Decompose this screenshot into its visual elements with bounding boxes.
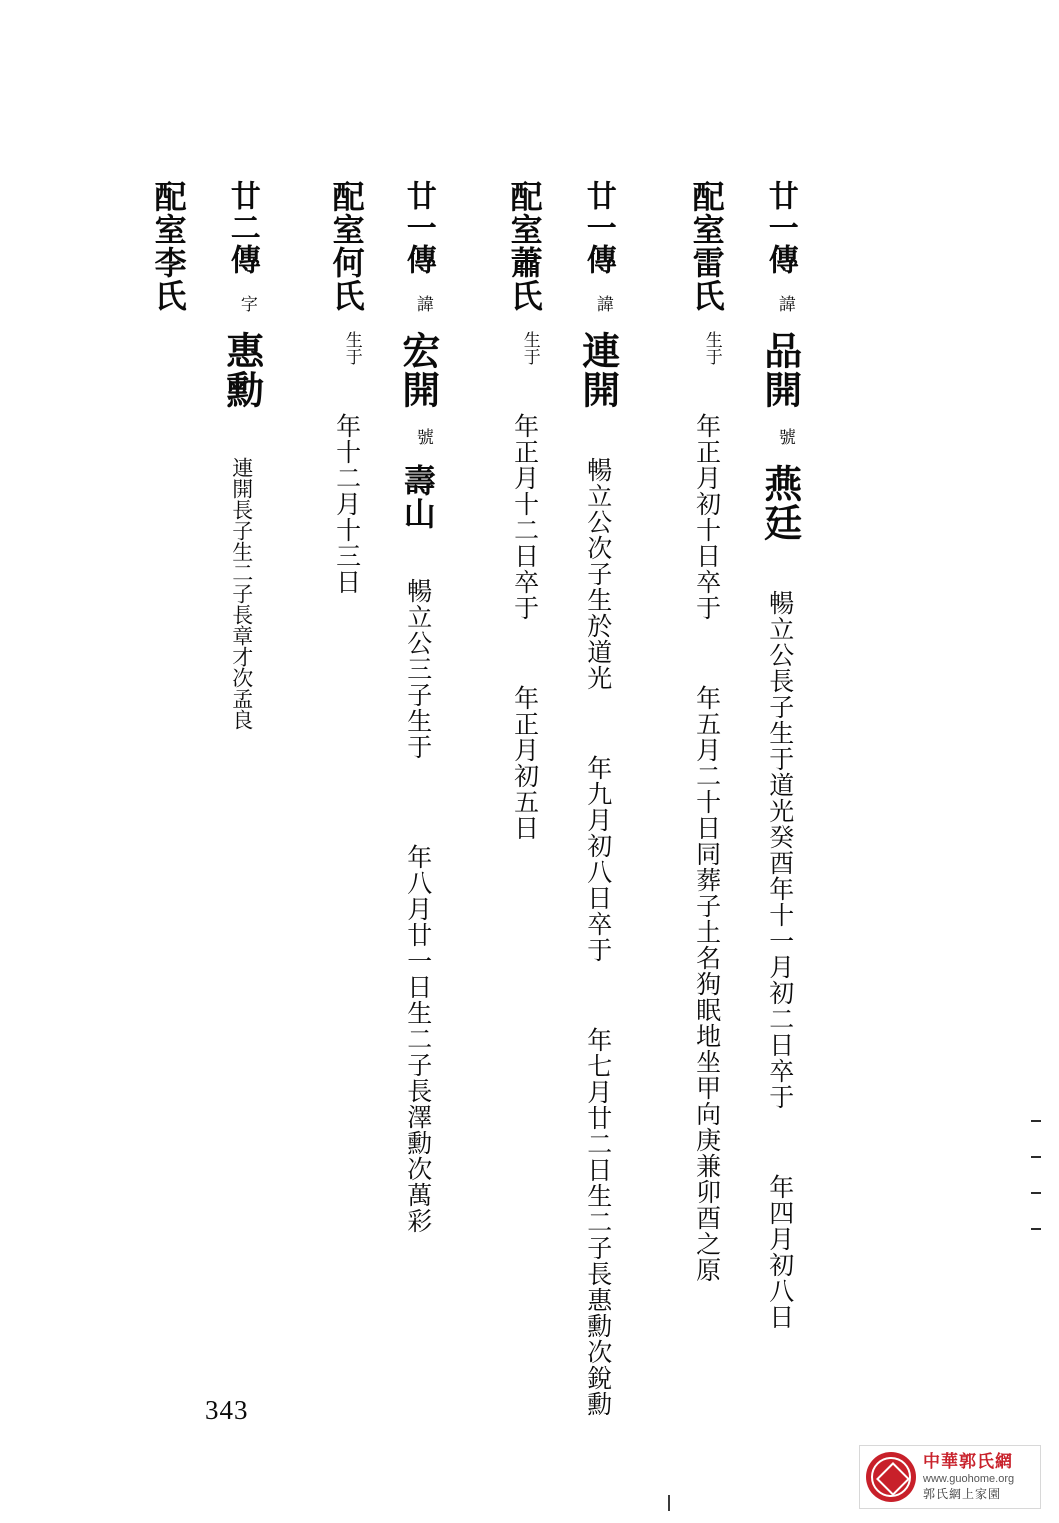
entry-detail-2: 年五月二十日同葬子土名狗眠地坐甲向庚兼卯酉之原 — [692, 685, 722, 1283]
gutter-marks — [1027, 1120, 1041, 1230]
entry-name-label: 諱 — [412, 295, 433, 312]
entry-block-3 — [575, 180, 621, 1417]
watermark-title: 中華郭氏網 — [923, 1452, 1013, 1472]
entry-alias-label: 號 — [774, 428, 795, 445]
entry-generation: 廿一傳 — [762, 180, 798, 276]
entry-name: 惠勳 — [219, 331, 265, 409]
entry-detail-2: 年正月初五日 — [510, 685, 540, 841]
entry-detail: 連開長子生二子長章才次孟良 — [229, 457, 254, 730]
gutter-tick — [1031, 1228, 1041, 1230]
entry-generation: 配室李氏 — [149, 180, 188, 312]
entry-block-7 — [219, 180, 265, 1300]
entry-detail-3: 年七月廿二日生二子長惠勳次銳勳 — [583, 1027, 613, 1417]
entry-birth-label: 生于 — [519, 331, 540, 365]
gutter-tick — [1031, 1120, 1041, 1122]
gutter-tick — [1031, 1156, 1041, 1158]
entry-block-1 — [757, 180, 803, 1330]
binding-tick — [668, 1495, 670, 1511]
entry-generation: 配室雷氏 — [687, 180, 726, 312]
page-number: 343 — [205, 1395, 249, 1425]
entry-name-label: 字 — [236, 295, 257, 312]
entry-name-label: 諱 — [774, 295, 795, 312]
entry-name: 宏開 — [395, 331, 441, 409]
watermark-subtitle: 郭氏網上家園 — [923, 1487, 1002, 1501]
entry-block-6 — [327, 180, 366, 1300]
gutter-tick — [1031, 1192, 1041, 1194]
entry-name: 品開 — [757, 331, 803, 409]
entry-detail: 暢立公長子生于道光癸酉年十一月初二日卒于 — [765, 590, 795, 1110]
entry-alias: 燕廷 — [757, 464, 803, 542]
entry-name: 連開 — [575, 331, 621, 409]
entry-birth-label: 生于 — [701, 331, 722, 365]
entry-alias: 壽山 — [398, 464, 437, 530]
entry-detail: 年正月十二日卒于 — [510, 413, 540, 621]
entry-block-8 — [149, 180, 188, 1300]
entry-generation: 配室何氏 — [327, 180, 366, 312]
entry-detail-2: 年八月廿一日生二子長澤勳次萬彩 — [403, 844, 433, 1234]
entry-name-label: 諱 — [592, 295, 613, 312]
entry-generation: 廿一傳 — [400, 180, 436, 276]
red-round-seal-icon — [866, 1452, 916, 1502]
entry-block-4 — [505, 180, 544, 1300]
entry-detail: 年正月初十日卒于 — [692, 413, 722, 621]
entry-detail: 暢立公次子生於道光 — [583, 457, 613, 691]
entry-detail: 年十二月十三日 — [332, 413, 362, 595]
entry-alias-label: 號 — [412, 428, 433, 445]
entry-generation: 配室蕭氏 — [505, 180, 544, 312]
watermark-text — [923, 1452, 1014, 1502]
entry-detail: 暢立公三子生于 — [403, 578, 433, 760]
entry-detail-2: 年九月初八日卒于 — [583, 755, 613, 963]
entry-generation: 廿一傳 — [580, 180, 616, 276]
watermark-url: www.guohome.org — [923, 1473, 1015, 1486]
entry-block-5 — [395, 180, 441, 1300]
entry-detail-2: 年四月初八日 — [765, 1174, 795, 1330]
site-watermark — [859, 1445, 1041, 1509]
entry-block-2 — [687, 180, 726, 1300]
entry-generation: 廿二傳 — [224, 180, 260, 276]
entry-birth-label: 生于 — [341, 331, 362, 365]
